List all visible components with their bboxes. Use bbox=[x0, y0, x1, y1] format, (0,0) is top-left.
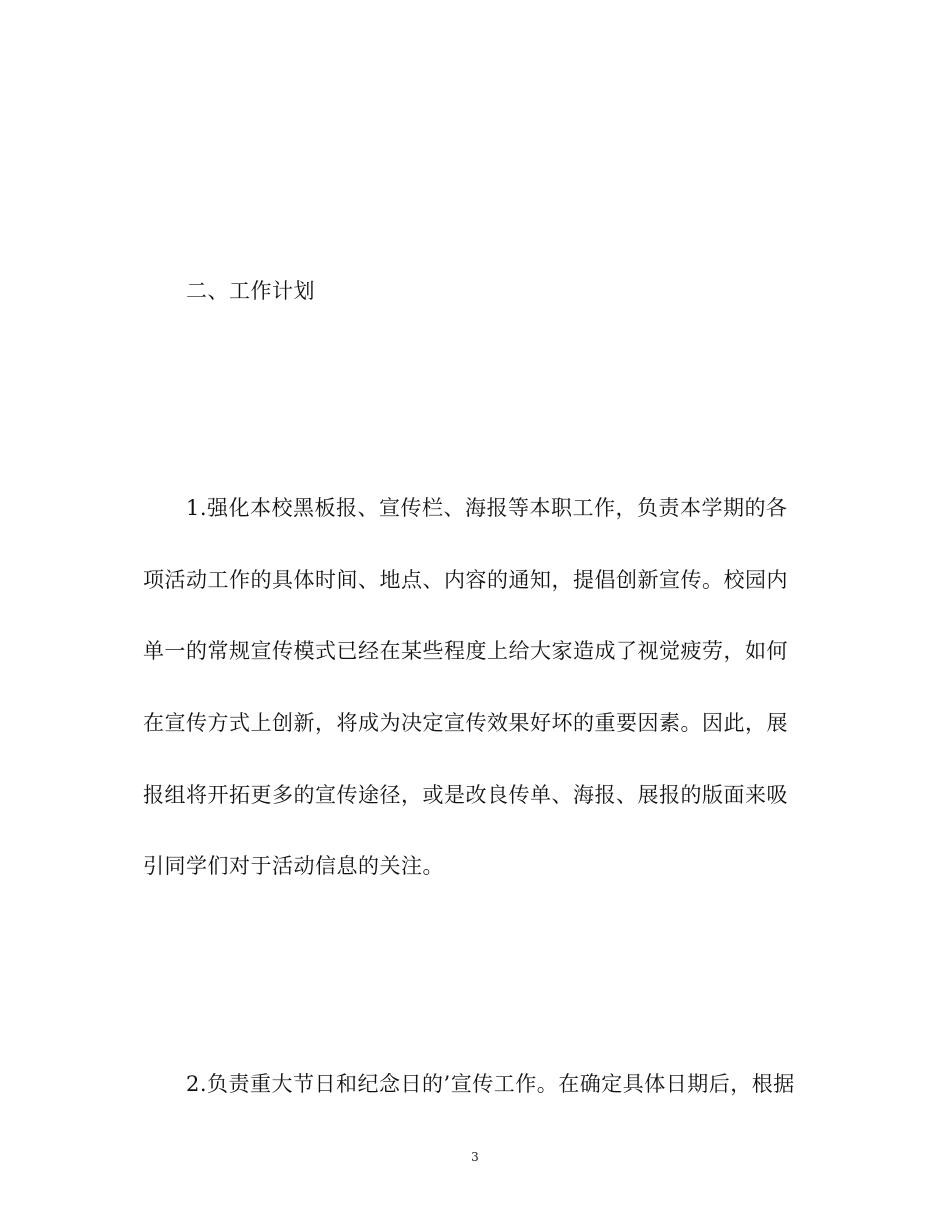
paragraph-1-line-5: 报组将开拓更多的宣传途径，或是改良传单、海报、展报的版面来吸 bbox=[143, 783, 788, 807]
section-heading: 二、工作计划 bbox=[186, 279, 315, 303]
paragraph-1-line-2: 项活动工作的具体时间、地点、内容的通知，提倡创新宣传。校园内 bbox=[143, 568, 788, 592]
paragraph-1-line-1: 1.强化本校黑板报、宣传栏、海报等本职工作，负责本学期的各 bbox=[186, 496, 788, 520]
paragraph-1-line-4: 在宣传方式上创新，将成为决定宣传效果好坏的重要因素。因此，展 bbox=[143, 711, 788, 735]
paragraph-2-line-1: 2.负责重大节日和纪念日的’宣传工作。在确定具体日期后，根据 bbox=[186, 1072, 795, 1096]
paragraph-1-line-3: 单一的常规宣传模式已经在某些程度上给大家造成了视觉疲劳，如何 bbox=[143, 639, 788, 663]
paragraph-1-line-6: 引同学们对于活动信息的关注。 bbox=[143, 854, 444, 878]
page-number: 3 bbox=[471, 1150, 479, 1164]
